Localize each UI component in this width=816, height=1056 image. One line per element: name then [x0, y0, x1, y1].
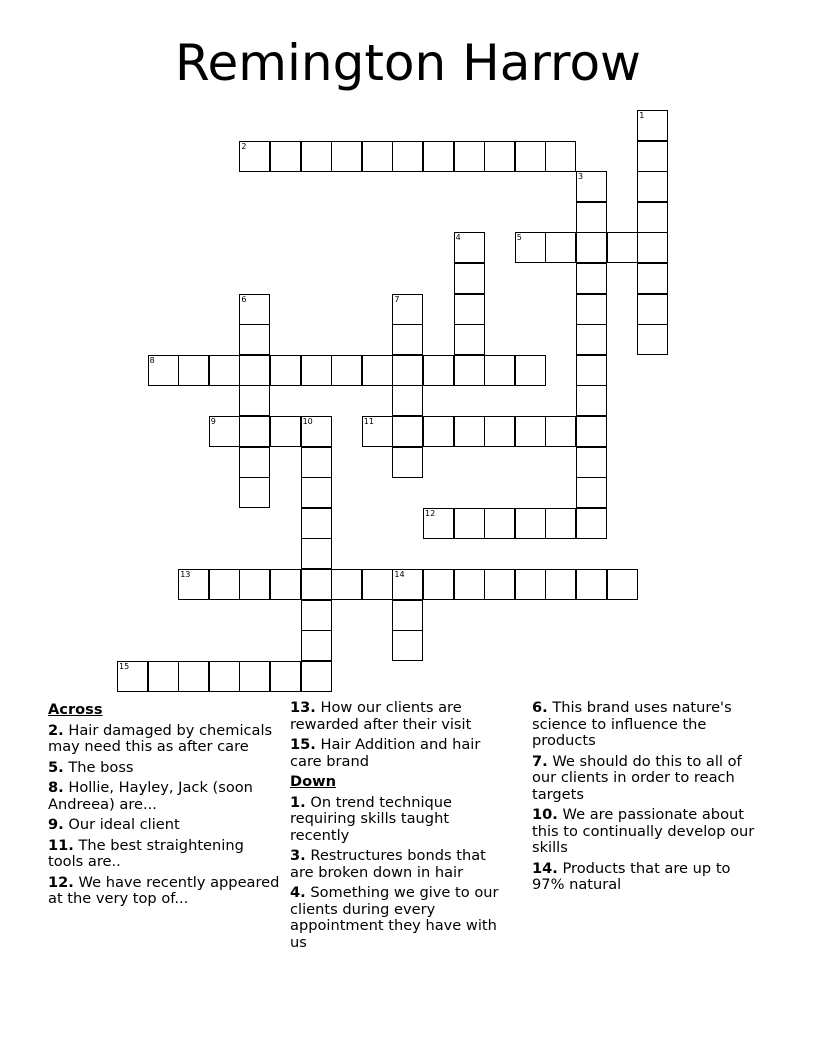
- grid-cell: [392, 385, 423, 416]
- grid-cell: [301, 141, 332, 172]
- grid-cell: [545, 232, 576, 263]
- grid-cell: [148, 355, 179, 386]
- clue-text: We are passionate about this to continually develop our skills: [532, 806, 755, 856]
- grid-cell: [576, 477, 607, 508]
- clue-down-10: [532, 807, 762, 857]
- grid-cell: [270, 355, 301, 386]
- clue-number: 12.: [48, 873, 74, 891]
- clue-across-2: [48, 723, 280, 756]
- grid-cell: [515, 141, 546, 172]
- grid-cell: [239, 294, 270, 325]
- clue-across-8: [48, 780, 280, 813]
- grid-cell: [576, 171, 607, 202]
- grid-cell: [637, 324, 668, 355]
- clue-text: We should do this to all of our clients in order to reach targets: [532, 752, 742, 803]
- grid-cell: [576, 324, 607, 355]
- grid-cell: [392, 416, 423, 447]
- cell-number: 2: [241, 141, 247, 151]
- grid-cell: [576, 202, 607, 233]
- grid-cell: [270, 661, 301, 692]
- clues-column-3: [532, 700, 762, 898]
- clue-across-11: [48, 838, 280, 871]
- clue-text: Something we give to our clients during every appointment they have with us: [290, 884, 499, 951]
- grid-cell: [423, 508, 454, 539]
- clue-number: 3.: [290, 847, 306, 864]
- clue-text: The best straightening tools are..: [48, 836, 244, 870]
- clue-across-15: [290, 737, 512, 770]
- clue-across-5: [48, 760, 280, 777]
- grid-cell: [423, 569, 454, 600]
- clue-number: 9.: [48, 816, 64, 833]
- clue-number: 2.: [48, 721, 64, 739]
- clue-text: On trend technique requiring skills taught recently: [290, 793, 453, 844]
- grid-cell: [637, 110, 668, 141]
- grid-cell: [515, 232, 546, 263]
- cell-number: 11: [363, 417, 374, 426]
- grid-cell: [454, 508, 485, 539]
- clue-text: Our ideal client: [68, 816, 180, 833]
- down-heading: Down: [290, 773, 337, 790]
- grid-cell: [362, 416, 393, 447]
- grid-cell: [209, 355, 240, 386]
- grid-cell: [515, 508, 546, 539]
- cell-number: 15: [119, 661, 130, 671]
- grid-cell: [270, 141, 301, 172]
- clue-number: 4.: [290, 884, 306, 901]
- cell-number: 4: [455, 233, 461, 243]
- grid-cell: [148, 661, 179, 692]
- clue-text: We have recently appeared at the very top of...: [48, 873, 280, 907]
- grid-cell: [331, 141, 362, 172]
- grid-cell: [637, 202, 668, 233]
- grid-cell: [545, 416, 576, 447]
- across-heading: Across: [48, 701, 103, 718]
- cell-number: 6: [241, 294, 247, 304]
- clue-across-9: [48, 817, 280, 834]
- grid-cell: [392, 355, 423, 386]
- grid-cell: [484, 569, 515, 600]
- clue-number: 11.: [48, 836, 74, 854]
- grid-cell: [362, 141, 393, 172]
- grid-cell: [607, 232, 638, 263]
- grid-cell: [637, 232, 668, 263]
- clue-number: 5.: [48, 758, 64, 776]
- grid-cell: [178, 355, 209, 386]
- clue-number: 7.: [532, 752, 548, 770]
- grid-cell: [576, 416, 607, 447]
- grid-cell: [209, 661, 240, 692]
- grid-cell: [637, 141, 668, 172]
- clue-down-3: [290, 848, 512, 881]
- clue-down-7: [532, 754, 762, 804]
- grid-cell: [331, 569, 362, 600]
- grid-cell: [239, 355, 270, 386]
- grid-cell: [301, 447, 332, 478]
- clue-down-1: [290, 795, 512, 845]
- grid-cell: [239, 416, 270, 447]
- clues-column-1: [48, 700, 280, 912]
- grid-cell: [515, 416, 546, 447]
- grid-cell: [301, 416, 332, 447]
- grid-cell: [545, 569, 576, 600]
- grid-cell: [392, 294, 423, 325]
- grid-cell: [637, 263, 668, 294]
- cell-number: 1: [639, 111, 645, 120]
- grid-cell: [515, 569, 546, 600]
- grid-cell: [239, 477, 270, 508]
- grid-cell: [239, 324, 270, 355]
- grid-cell: [362, 569, 393, 600]
- grid-cell: [301, 661, 332, 692]
- grid-cell: [576, 355, 607, 386]
- cell-number: 13: [180, 570, 191, 579]
- clue-number: 6.: [532, 699, 548, 716]
- grid-cell: [301, 355, 332, 386]
- grid-cell: [239, 385, 270, 416]
- grid-cell: [454, 263, 485, 294]
- grid-cell: [117, 661, 148, 692]
- grid-cell: [576, 263, 607, 294]
- grid-cell: [178, 661, 209, 692]
- clue-across-12: [48, 875, 280, 908]
- clue-number: 14.: [532, 859, 558, 877]
- grid-cell: [454, 324, 485, 355]
- grid-cell: [545, 508, 576, 539]
- grid-cell: [576, 447, 607, 478]
- grid-cell: [576, 569, 607, 600]
- clue-number: 13.: [290, 699, 316, 716]
- clue-across-13: [290, 700, 512, 733]
- cell-number: 7: [394, 294, 400, 304]
- cell-number: 12: [425, 508, 436, 518]
- grid-cell: [362, 355, 393, 386]
- clue-text: The boss: [68, 758, 134, 776]
- grid-cell: [178, 569, 209, 600]
- grid-cell: [454, 416, 485, 447]
- grid-cell: [545, 141, 576, 172]
- cell-number: 9: [210, 417, 216, 426]
- clue-number: 10.: [532, 806, 558, 823]
- grid-cell: [392, 141, 423, 172]
- clue-number: 15.: [290, 736, 316, 753]
- grid-cell: [392, 569, 423, 600]
- grid-cell: [454, 141, 485, 172]
- clue-number: 1.: [290, 793, 306, 811]
- clue-text: This brand uses nature's science to influence the products: [532, 699, 732, 749]
- cell-number: 3: [578, 172, 584, 182]
- grid-cell: [239, 661, 270, 692]
- grid-cell: [209, 569, 240, 600]
- clue-down-4: [290, 885, 512, 951]
- grid-cell: [454, 294, 485, 325]
- grid-cell: [301, 630, 332, 661]
- grid-cell: [331, 355, 362, 386]
- clue-down-6: [532, 700, 762, 750]
- grid-cell: [454, 232, 485, 263]
- grid-cell: [607, 569, 638, 600]
- grid-cell: [484, 355, 515, 386]
- grid-cell: [392, 600, 423, 631]
- clue-text: Restructures bonds that are broken down in hair: [290, 847, 486, 881]
- puzzle-title: Remington Harrow: [175, 34, 641, 92]
- grid-cell: [637, 294, 668, 325]
- grid-cell: [301, 569, 332, 600]
- grid-cell: [454, 355, 485, 386]
- grid-cell: [270, 416, 301, 447]
- grid-cell: [392, 447, 423, 478]
- grid-cell: [576, 294, 607, 325]
- clue-text: Hair damaged by chemicals may need this as after care: [48, 721, 273, 755]
- grid-cell: [239, 447, 270, 478]
- grid-cell: [239, 141, 270, 172]
- cell-number: 5: [516, 233, 522, 243]
- grid-cell: [239, 569, 270, 600]
- clue-number: 8.: [48, 779, 64, 796]
- grid-cell: [454, 569, 485, 600]
- grid-cell: [301, 508, 332, 539]
- clue-down-14: [532, 861, 762, 894]
- grid-cell: [484, 141, 515, 172]
- grid-cell: [209, 416, 240, 447]
- grid-cell: [392, 324, 423, 355]
- grid-cell: [576, 508, 607, 539]
- clue-text: Hollie, Hayley, Jack (soon Andreea) are...: [48, 779, 253, 813]
- grid-cell: [515, 355, 546, 386]
- clue-text: Hair Addition and hair care brand: [290, 736, 481, 770]
- grid-cell: [423, 141, 454, 172]
- grid-cell: [637, 171, 668, 202]
- grid-cell: [423, 355, 454, 386]
- cell-number: 10: [302, 417, 313, 426]
- grid-cell: [301, 600, 332, 631]
- grid-cell: [392, 630, 423, 661]
- grid-cell: [576, 385, 607, 416]
- cell-number: 8: [149, 355, 155, 365]
- grid-cell: [484, 508, 515, 539]
- grid-cell: [576, 232, 607, 263]
- grid-cell: [301, 538, 332, 569]
- clues-column-2: [290, 700, 512, 955]
- cell-number: 14: [394, 570, 405, 579]
- clue-text: Products that are up to 97% natural: [532, 859, 731, 893]
- grid-cell: [484, 416, 515, 447]
- grid-cell: [301, 477, 332, 508]
- clue-text: How our clients are rewarded after their visit: [290, 699, 472, 733]
- grid-cell: [423, 416, 454, 447]
- grid-cell: [270, 569, 301, 600]
